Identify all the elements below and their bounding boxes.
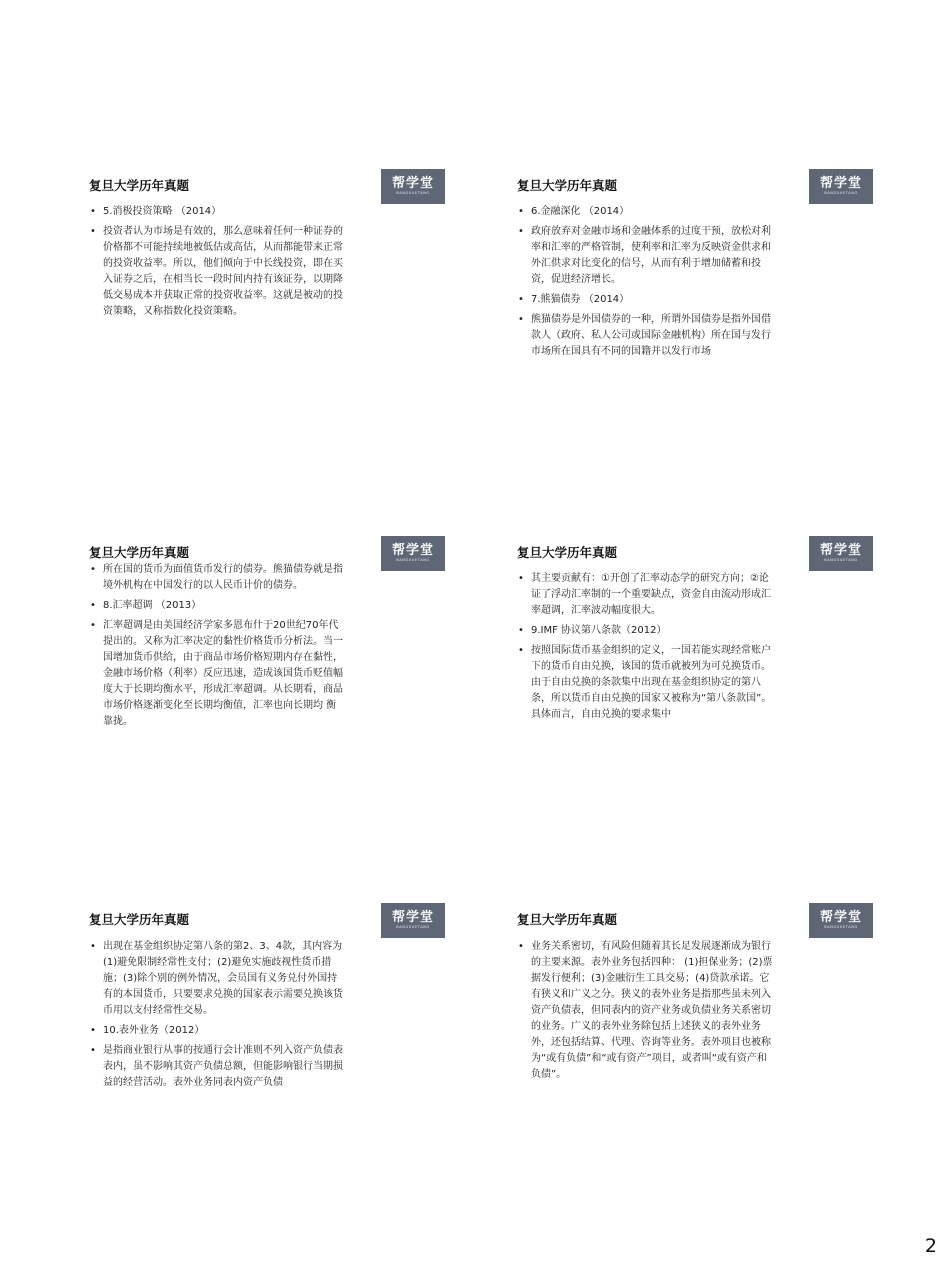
- bangxuetang-logo: [381, 903, 445, 938]
- logo-text: 帮学堂: [391, 543, 434, 558]
- slide-4: [517, 543, 877, 843]
- slide-5: [89, 910, 449, 1210]
- slide-1: [89, 176, 449, 476]
- logo-subtext: BANGXUETANG: [824, 558, 858, 562]
- list-item: • 其主要贡献有：①开创了汇率动态学的研究方向；②论证了浮动汇率制的一个重要缺点，资金自由流动形成汇率超调，汇率波动幅度很大。: [517, 571, 773, 619]
- list-item: • 出现在基金组织协定第八条的第2、3、4款，其内容为(1)避免限制经常性支付；(2)避免实施歧视性货币措施；(3)除个别的例外情况，会员国有义务兑付外国持有的本国货币，只要要求兑换的国家表示需要兑换该货币用以支付经常性交易。: [89, 939, 345, 1019]
- list-item: • 所在国的货币为面值货币发行的债券。熊猫债券就是指境外机构在中国发行的以人民币计价的债券。: [89, 562, 345, 594]
- list-item: • 8.汇率超调 （2013）: [89, 598, 345, 614]
- bullet-list: [517, 571, 773, 727]
- list-item: • 6.金融深化 （2014）: [517, 204, 773, 220]
- list-item: • 政府放弃对金融市场和金融体系的过度干预，放松对利率和汇率的严格管制，使利率和汇率为反映资金供求和外汇供求对比变化的信号，从而有利于增加储蓄和投资，促进经济增长。: [517, 224, 773, 288]
- bullet-list: [89, 562, 345, 734]
- bullet-list: [89, 204, 345, 324]
- list-item: • 9.IMF 协议第八条款（2012）: [517, 623, 773, 639]
- logo-text: 帮学堂: [391, 910, 434, 925]
- page-number: 2: [924, 1235, 937, 1257]
- list-item: • 5.消极投资策略 （2014）: [89, 204, 345, 220]
- list-item: • 汇率超调是由美国经济学家多恩布什于20世纪70年代提出的。又称为汇率决定的黏性价格货币分析法。当一国增加货币供给，由于商品市场价格短期内存在黏性，金融市场价格（利率）反应迅速，造成该国货币贬值幅度大于长期均衡水平，形成汇率超调。从长期看，商品市场价格逐渐变化至长期均衡值，汇率也向长期均 衡靠拢。: [89, 618, 345, 730]
- bangxuetang-logo: [809, 536, 873, 571]
- bangxuetang-logo: [809, 169, 873, 204]
- slide-2: [517, 176, 877, 476]
- bangxuetang-logo: [381, 169, 445, 204]
- list-item: • 投资者认为市场是有效的，那么意味着任何一种证券的价格都不可能持续地被低估或高估，从而都能带来正常的投资收益率。所以，他们倾向于中长线投资，即在买入证券之后，在相当长一段时间内持有该证券，以期降低交易成本并获取正常的投资收益率。这就是被动的投资策略，又称指数化投资策略。: [89, 224, 345, 320]
- slide-6: [517, 910, 877, 1210]
- list-item: • 7.熊猫债券 （2014）: [517, 292, 773, 308]
- list-item: • 熊猫债券是外国债券的一种，所谓外国债券是指外国借款人（政府、私人公司或国际金融机构）所在国与发行市场所在国具有不同的国籍并以发行市场: [517, 312, 773, 360]
- logo-subtext: BANGXUETANG: [396, 191, 430, 195]
- slide-title: 复旦大学历年真题: [89, 178, 190, 193]
- bullet-list: [517, 939, 773, 1087]
- logo-text: 帮学堂: [391, 176, 434, 191]
- logo-subtext: BANGXUETANG: [824, 925, 858, 929]
- logo-text: 帮学堂: [819, 176, 862, 191]
- slide-title: 复旦大学历年真题: [517, 912, 618, 927]
- list-item: • 10.表外业务（2012）: [89, 1023, 345, 1039]
- list-item: • 业务关系密切，有风险但随着其长足发展逐渐成为银行的主要来源。表外业务包括四种： (1)担保业务；(2)票据发行便利；(3)金融衍生工具交易；(4)贷款承诺。它有狭义和广义之分。狭义的表外业务是指那些虽未列入资产负债表，但同表内的资产业务或负债业务关系密切的业务。广义的表外业务除包括上述狭义的表外业务外，还包括结算、代理、咨询等业务。表外项目也被称为“或有负债”和“或有资产”项目，或者叫“或有资产和负债”。: [517, 939, 773, 1083]
- list-item: • 按照国际货币基金组织的定义，一国若能实现经常账户下的货币自由兑换，该国的货币就被列为可兑换货币。由于自由兑换的条款集中出现在基金组织协定的第八条，所以货币自由兑换的国家又被称为“第八条款国”。具体而言，自由兑换的要求集中: [517, 643, 773, 723]
- bullet-list: [517, 204, 773, 364]
- logo-subtext: BANGXUETANG: [396, 558, 430, 562]
- list-item: • 是指商业银行从事的按通行会计准则不列入资产负债表表内，虽不影响其资产负债总额，但能影响银行当期损益的经营活动。表外业务同表内资产负债: [89, 1043, 345, 1091]
- bangxuetang-logo: [809, 903, 873, 938]
- slide-title: 复旦大学历年真题: [517, 545, 618, 560]
- logo-text: 帮学堂: [819, 543, 862, 558]
- slide-title: 复旦大学历年真题: [517, 178, 618, 193]
- bullet-list: [89, 939, 345, 1095]
- logo-text: 帮学堂: [819, 910, 862, 925]
- logo-subtext: BANGXUETANG: [824, 191, 858, 195]
- bangxuetang-logo: [381, 536, 445, 571]
- slide-title: 复旦大学历年真题: [89, 912, 190, 927]
- slide-3: [89, 543, 449, 843]
- logo-subtext: BANGXUETANG: [396, 925, 430, 929]
- slide-title: 复旦大学历年真题: [89, 545, 190, 560]
